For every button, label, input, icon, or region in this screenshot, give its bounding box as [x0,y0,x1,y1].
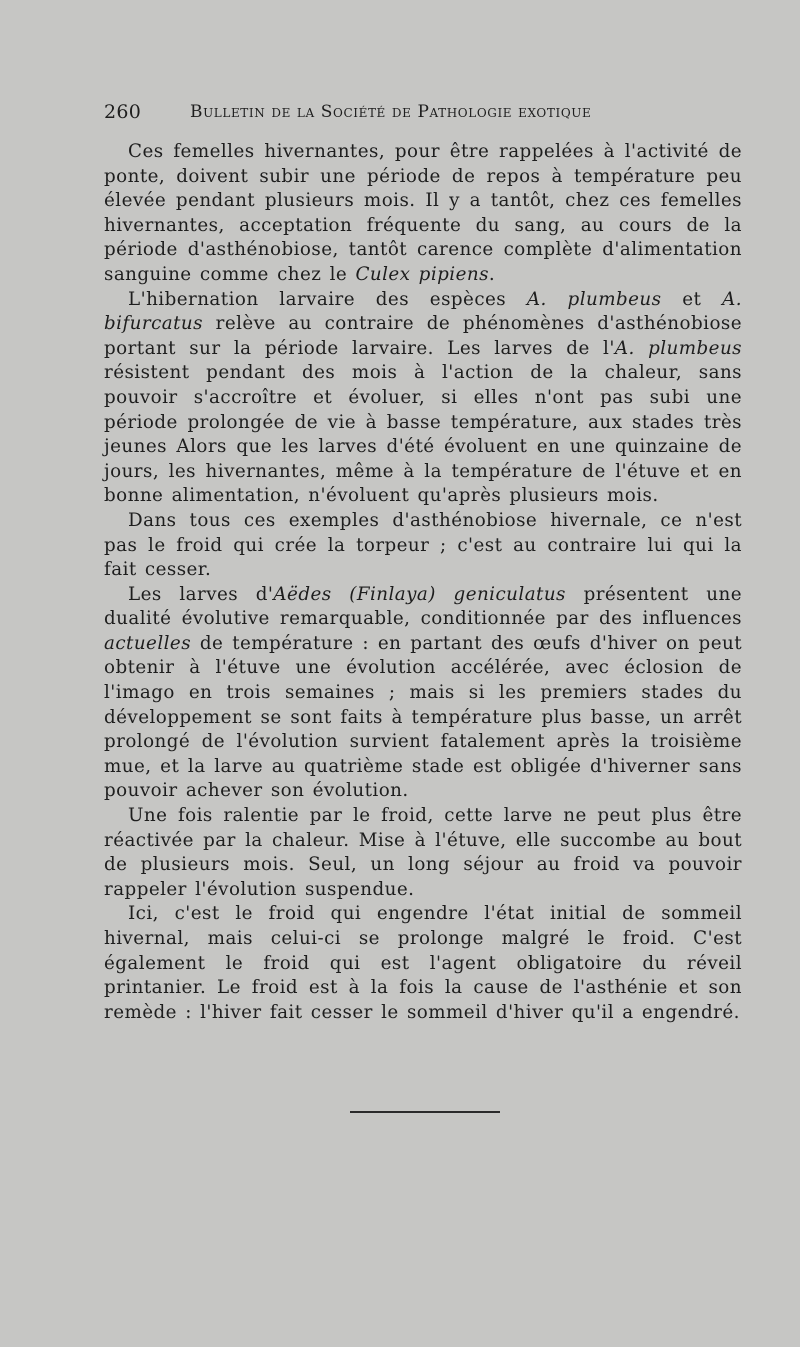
paragraph [104,140,742,288]
text-run: Ici, c'est le froid qui engendre l'état initial de sommeil hivernal, mais celui-ci se prolonge malgré le froid. C'est également le froid qui est l'agent obligatoire du réveil printanier. Le froid est à la fois la cause de l'asthénie et son remède : l'hiver fait cesser le sommeil d'hiver qu'il a engendré. [104,903,742,1023]
text-run: Une fois ralentie par le froid, cette larve ne peut plus être réactivée par la chaleur. Mise à l'étuve, elle succombe au bout de plusieurs mois. Seul, un long séjour au froid va pouvoir rappeler l'évolution suspendue. [104,805,742,900]
text-run: Dans tous ces exemples d'asthénobiose hivernale, ce n'est pas le froid qui crée la torpeur ; c'est au contraire lui qui la fait cesser. [104,509,742,581]
italic-term: Aëdes (Finlaya) geniculatus [273,583,566,605]
running-head [104,101,664,125]
italic-term: Culex pipiens [355,263,489,285]
paragraph [104,804,742,902]
text-run: relève au contraire de phénomènes d'asthénobiose portant sur la période larvaire. Les larves de l' [104,313,742,359]
journal-title: Bulletin de la Société de Pathologie exotique [190,102,592,122]
text-run: . [488,263,496,285]
text-run: Ces femelles hivernantes, pour être rappelées à l'activité de ponte, doivent subir une période de repos à température peu élevée pendant plusieurs mois. Il y a tantôt, chez ces femelles hivernantes, acceptation fréquente du sang, au cours de la période d'asthénobiose, tantôt carence complète d'alimentation sanguine comme chez le [104,141,742,285]
text-run: Les larves d' [128,583,274,605]
paragraph [104,902,742,1025]
body-text [104,140,742,1025]
text-run: de température : en partant des œufs d'hiver on peut obtenir à l'étuve une évolution accélérée, avec éclosion de l'imago en trois semaines ; mais si les premiers stades du développement se sont faits à température plus basse, un arrêt prolongé de l'évolution survient fatalement après la troisième mue, et la larve au quatrième stade est obligée d'hiverner sans pouvoir achever son évolution. [104,632,742,802]
italic-term: A. plumbeus [526,288,662,310]
text-run: et [661,288,723,310]
page-number: 260 [104,101,142,123]
italic-term: A. plumbeus [614,337,743,359]
text-run: présentent une dualité évolutive remarquable, conditionnée par des influences [104,583,742,630]
text-run: L'hibernation larvaire des espèces [128,288,527,310]
paragraph [104,288,742,509]
paragraph [104,583,742,804]
end-rule [350,1111,500,1113]
paragraph [104,509,742,583]
italic-term: A. bifurcatus [104,288,742,335]
italic-term: actuelles [104,632,192,654]
text-run: résistent pendant des mois à l'action de la chaleur, sans pouvoir s'accroître et évoluer, si elles n'ont pas subi une période prolongée de vie à basse température, aux stades très jeunes Alors que les larves d'été évoluent en une quinzaine de jours, les hivernantes, même à la température de l'étuve et en bonne alimentation, n'évoluent qu'après plusieurs mois. [104,362,742,507]
